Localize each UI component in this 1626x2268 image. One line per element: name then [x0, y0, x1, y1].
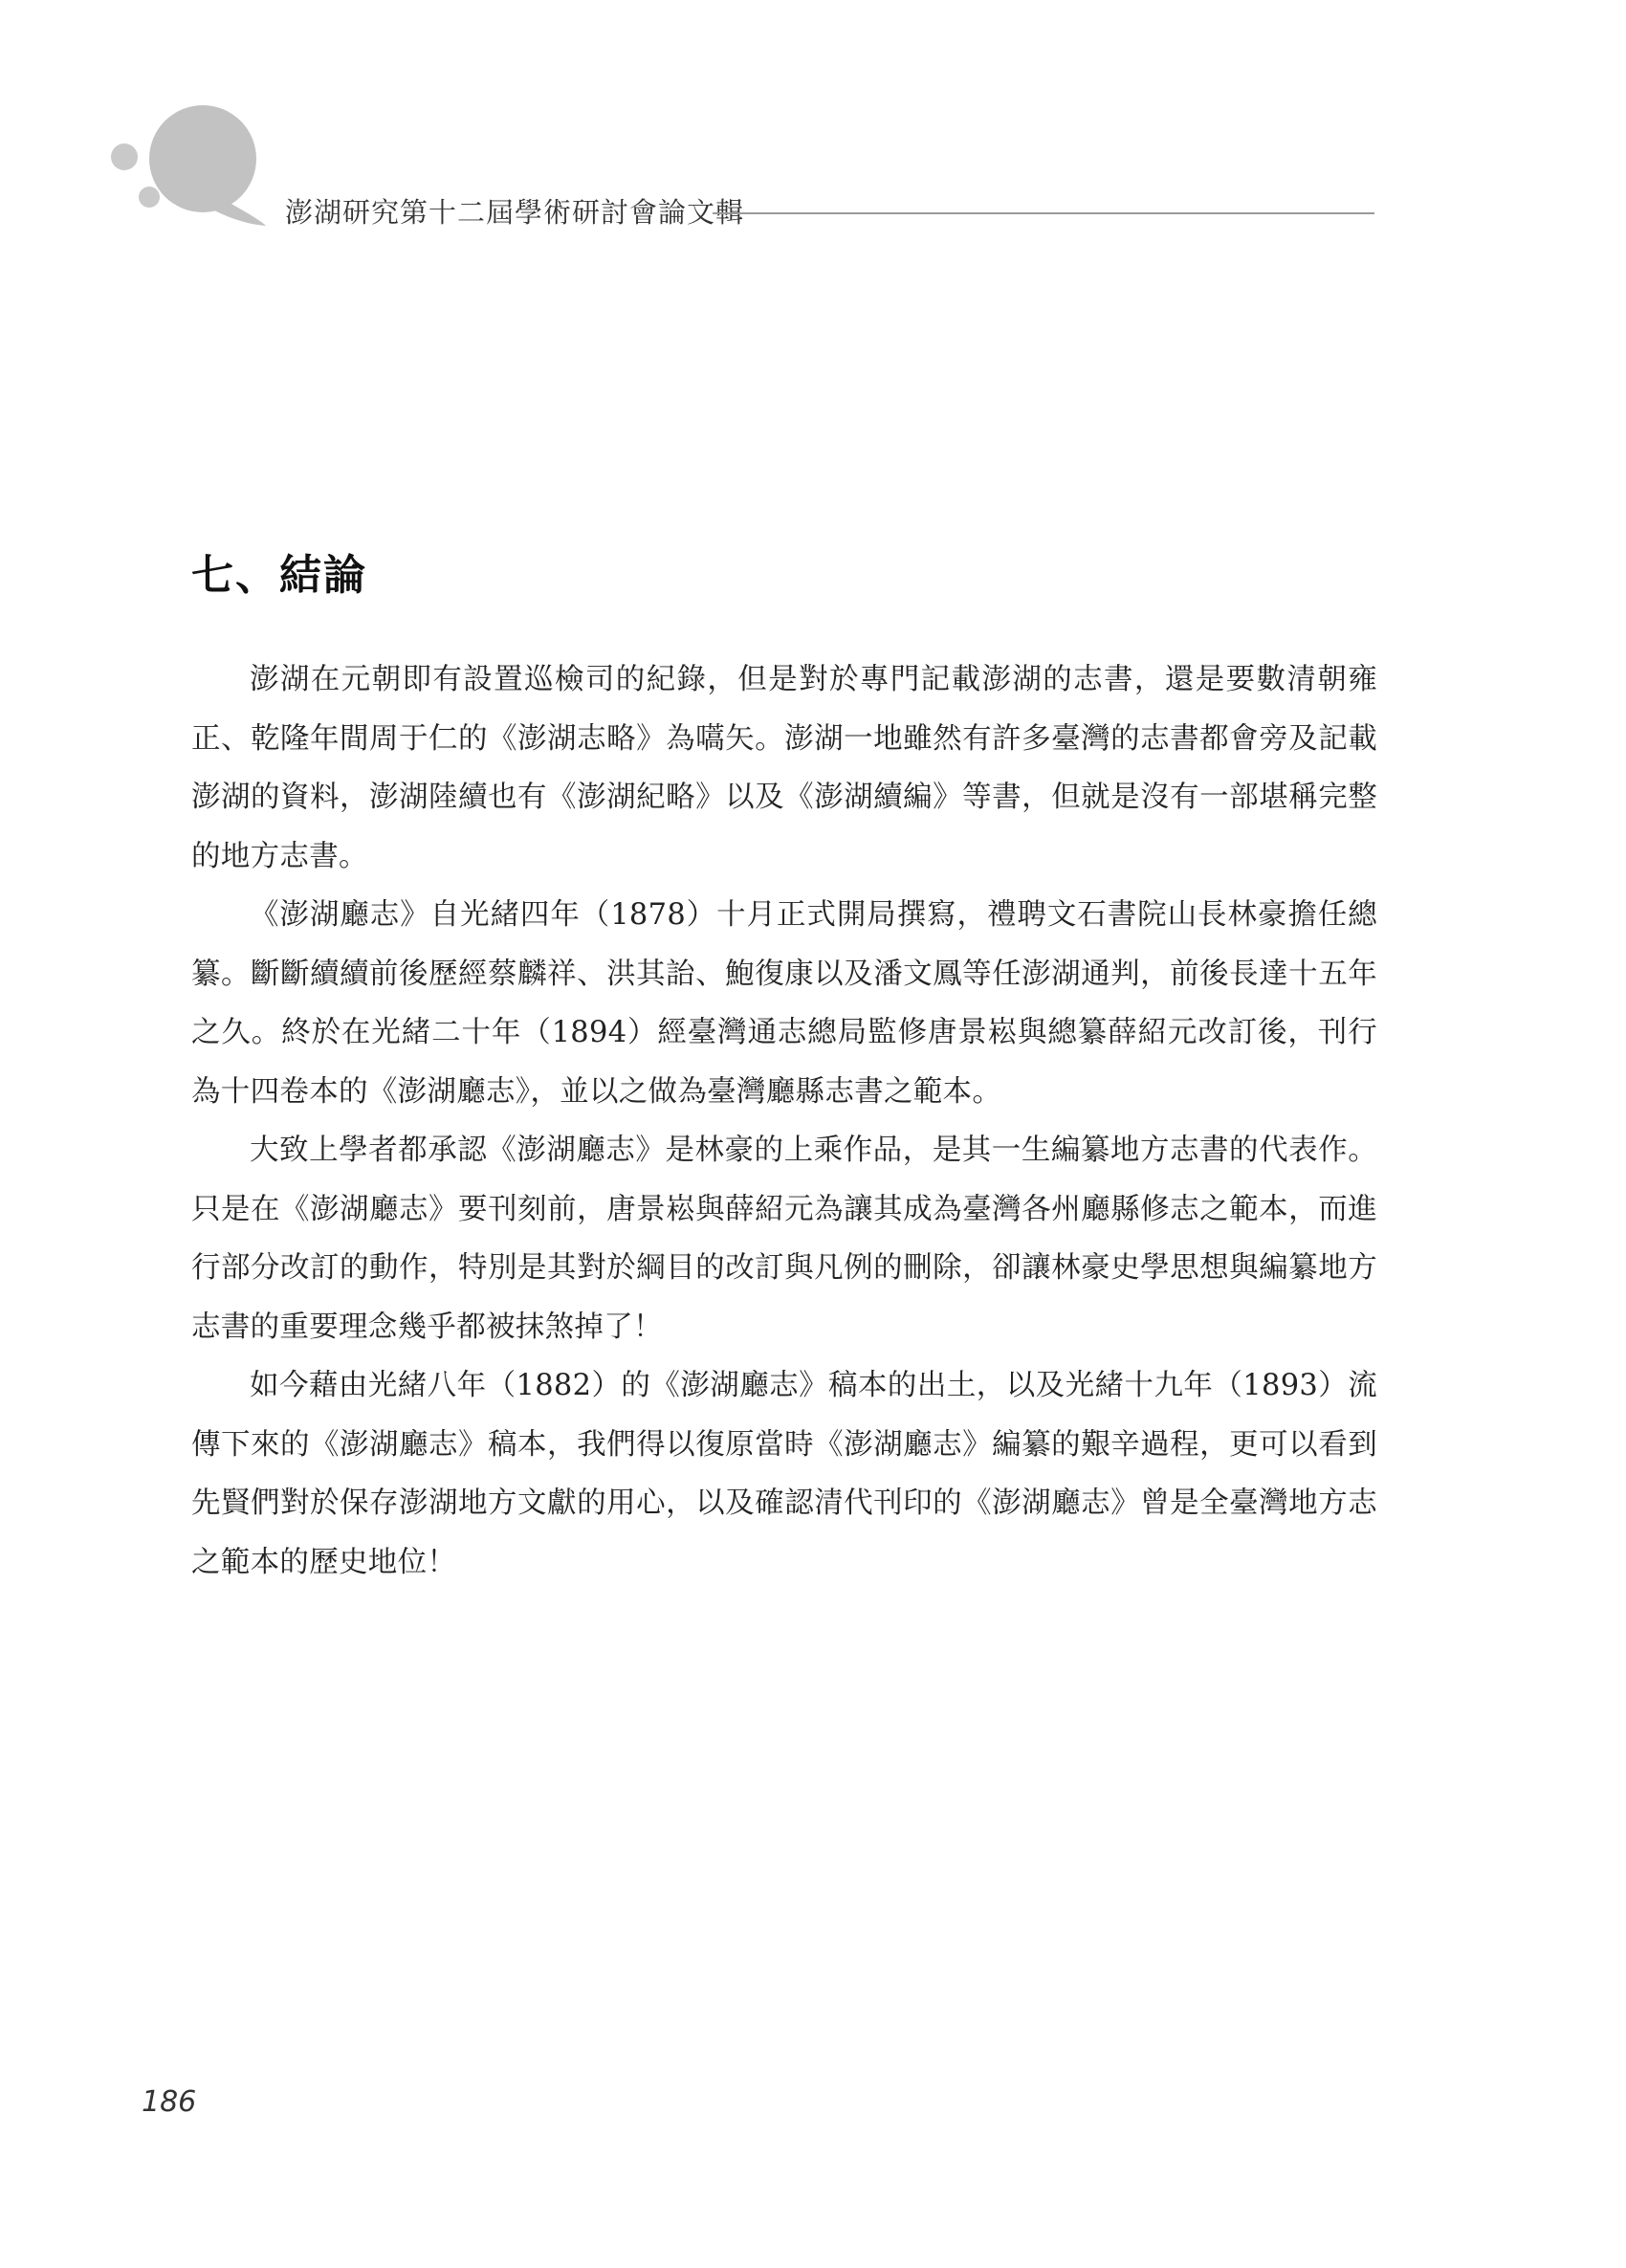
paragraph-3: 大致上學者都承認《澎湖廳志》是林豪的上乘作品，是其一生編纂地方志書的代表作。只是在《澎湖廳志》要刊刻前，唐景崧與薛紹元為讓其成為臺灣各州廳縣修志之範本，而進行部分改訂的動作，特別是其對於綱目的改訂與凡例的刪除，卻讓林豪史學思想與編纂地方志書的重要理念幾乎都被抹煞掉了！: [191, 1134, 1377, 1344]
running-title: 澎湖研究第十二屆學術研討會論文輯: [285, 196, 745, 229]
header-divider: [713, 212, 1374, 214]
paragraph-4: 如今藉由光緒八年（1882）的《澎湖廳志》稿本的出土，以及光緒十九年（1893）流傳下來的《澎湖廳志》稿本，我們得以復原當時《澎湖廳志》編纂的艱辛過程，更可以看到先賢們對於保存澎湖地方文獻的用心，以及確認清代刊印的《澎湖廳志》曾是全臺灣地方志之範本的歷史地位！: [191, 1369, 1377, 1579]
speech-bubble-logo-icon: [107, 103, 270, 228]
paragraph-1: 澎湖在元朝即有設置巡檢司的紀錄，但是對於專門記載澎湖的志書，還是要數清朝雍正、乾隆年間周于仁的《澎湖志略》為嚆矢。澎湖一地雖然有許多臺灣的志書都會旁及記載澎湖的資料，澎湖陸續也有《澎湖紀略》以及《澎湖續編》等書，但就是沒有一部堪稱完整的地方志書。: [191, 663, 1377, 873]
section-heading: 七、結論: [191, 551, 367, 600]
paragraph-2: 《澎湖廳志》自光緒四年（1878）十月正式開局撰寫，禮聘文石書院山長林豪擔任總纂。斷斷續續前後歷經蔡麟祥、洪其詒、鮑復康以及潘文鳳等任澎湖通判，前後長達十五年之久。終於在光緒二十年（1894）經臺灣通志總局監修唐景崧與總纂薛紹元改訂後，刊行為十四卷本的《澎湖廳志》，並以之做為臺灣廳縣志書之範本。: [191, 898, 1377, 1109]
page-number: 186: [142, 2085, 197, 2119]
body-text: [191, 650, 1377, 1592]
